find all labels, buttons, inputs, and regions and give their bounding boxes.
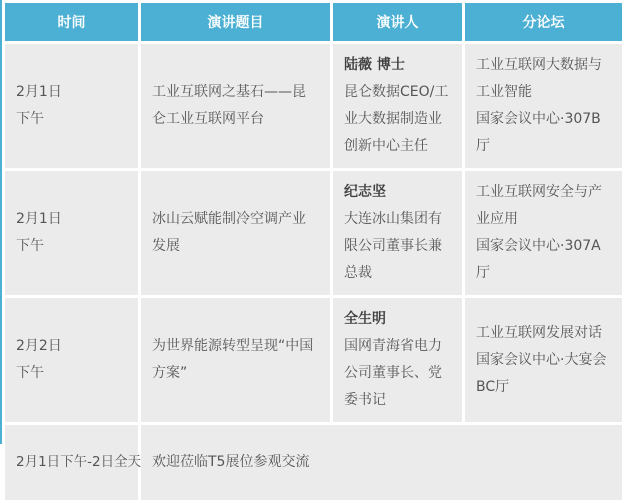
speaker-title: 国网青海省电力公司董事长、党委书记 bbox=[344, 338, 442, 408]
speaker-name: 陆薇 博士 bbox=[344, 57, 405, 73]
speaker-title: 大连冰山集团有限公司董事长兼总裁 bbox=[344, 211, 442, 281]
time-cell bbox=[5, 44, 138, 168]
time-line: 2月1日 bbox=[16, 211, 62, 227]
column-header-speaker: 演讲人 bbox=[333, 3, 462, 41]
table-row bbox=[5, 44, 622, 168]
forum-name: 工业互联网发展对话 bbox=[476, 324, 602, 341]
forum-venue: 国家会议中心·307B厅 bbox=[476, 111, 601, 154]
table-row bbox=[5, 425, 622, 500]
forum-cell bbox=[465, 171, 622, 295]
speaker-cell bbox=[333, 298, 462, 422]
time-line: 下午 bbox=[16, 238, 44, 254]
column-header-forum: 分论坛 bbox=[465, 3, 622, 41]
table-row bbox=[5, 298, 622, 422]
forum-cell bbox=[465, 298, 622, 422]
forum-venue: 国家会议中心·307A厅 bbox=[476, 238, 601, 281]
exhibit-note-cell: 欢迎莅临T5展位参观交流 bbox=[141, 425, 622, 500]
speaker-cell bbox=[333, 44, 462, 168]
time-cell bbox=[5, 171, 138, 295]
header-row bbox=[5, 3, 622, 41]
forum-name: 工业互联网安全与产业应用 bbox=[476, 184, 602, 227]
forum-venue: 国家会议中心·大宴会BC厅 bbox=[476, 351, 607, 395]
speaker-title: 昆仑数据CEO/工业大数据制造业创新中心主任 bbox=[344, 84, 449, 154]
topic-cell: 冰山云赋能制冷空调产业发展 bbox=[141, 171, 330, 295]
forum-name: 工业互联网大数据与工业智能 bbox=[476, 57, 602, 100]
forum-cell bbox=[465, 44, 622, 168]
time-line: 下午 bbox=[16, 365, 44, 381]
column-header-topic: 演讲题目 bbox=[141, 3, 330, 41]
time-line: 2月2日 bbox=[16, 338, 62, 354]
time-line: 2月1日 bbox=[16, 84, 62, 100]
schedule-table bbox=[2, 0, 625, 503]
topic-cell: 为世界能源转型呈现“中国方案” bbox=[141, 298, 330, 422]
topic-cell: 工业互联网之基石——昆仑工业互联网平台 bbox=[141, 44, 330, 168]
column-header-time: 时间 bbox=[5, 3, 138, 41]
table-row bbox=[5, 171, 622, 295]
time-line: 2月1日下午-2日全天 bbox=[16, 454, 142, 470]
time-cell bbox=[5, 425, 142, 500]
speaker-name: 纪志坚 bbox=[344, 184, 386, 200]
speaker-cell bbox=[333, 171, 462, 295]
time-cell bbox=[5, 298, 138, 422]
time-line: 下午 bbox=[16, 111, 44, 127]
speaker-name: 全生明 bbox=[344, 311, 386, 327]
